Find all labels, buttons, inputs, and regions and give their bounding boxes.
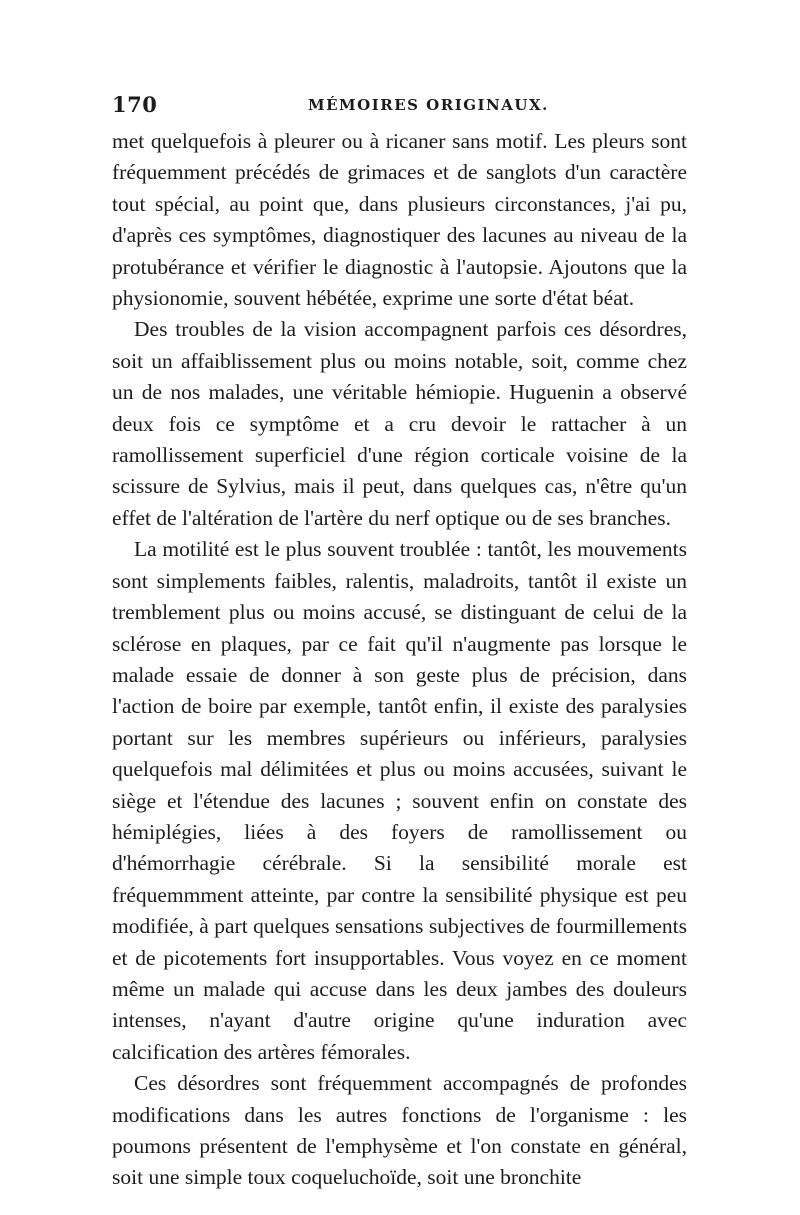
running-title: MÉMOIRES ORIGINAUX.	[308, 96, 549, 114]
paragraph: La motilité est le plus souvent troublée : tantôt, les mouvements sont simplements faibles, ralentis, maladroits, tantôt il existe un tremblement plus ou moins accusé, se distinguant de celui de la sclérose en plaques, par ce fait qu'il n'augmente pas lorsque le malade essaie de donner à son geste plus de précision, dans l'action de boire par exemple, tantôt enfin, il existe des paralysies portant sur les membres supérieurs ou inférieurs, paralysies quelquefois mal délimitées et plus ou moins accusées, suivant le siège et l'étendue des lacunes ; souvent enfin on constate des hémiplégies, liées à des foyers de ramollissement ou d'hémorrhagie cérébrale. Si la sensibilité morale est fréquemmment atteinte, par contre la sensibilité physique est peu modifiée, à part quelques sensations subjectives de fourmillements et de picotements fort insupportables. Vous voyez en ce moment même un malade qui accuse dans les deux jambes des douleurs intenses, n'ayant d'autre origine qu'une induration avec calcification des artères fémorales.	[112, 537, 687, 1064]
paragraph: met quelquefois à pleurer ou à ricaner sans motif. Les pleurs sont fréquemment précédés de grimaces et de sanglots d'un caractère tout spécial, au point que, dans plusieurs circonstances, j'ai pu, d'après ces symptômes, diagnostiquer des lacunes au niveau de la protubérance et vérifier le diagnostic à l'autopsie. Ajoutons que la physionomie, souvent hébétée, exprime une sorte d'état béat.	[112, 129, 687, 311]
body-text	[112, 126, 687, 1194]
page	[112, 92, 687, 1194]
paragraph: Des troubles de la vision accompagnent parfois ces désordres, soit un affaiblissement plus ou moins notable, soit, comme chez un de nos malades, une véritable hémiopie. Huguenin a observé deux fois ce symptôme et a cru devoir le rattacher à un ramollissement superficiel d'une région corticale voisine de la scissure de Sylvius, mais il peut, dans quelques cas, n'être qu'un effet de l'altération de l'artère du nerf optique ou de ses branches.	[112, 317, 687, 530]
running-head	[112, 92, 687, 126]
page-number: 170	[112, 92, 158, 117]
paragraph: Ces désordres sont fréquemment accompagnés de profondes modifications dans les autres fonctions de l'organisme : les poumons présentent de l'emphysème et l'on constate en général, soit une simple toux coqueluchoïde, soit une bronchite	[112, 1071, 687, 1190]
